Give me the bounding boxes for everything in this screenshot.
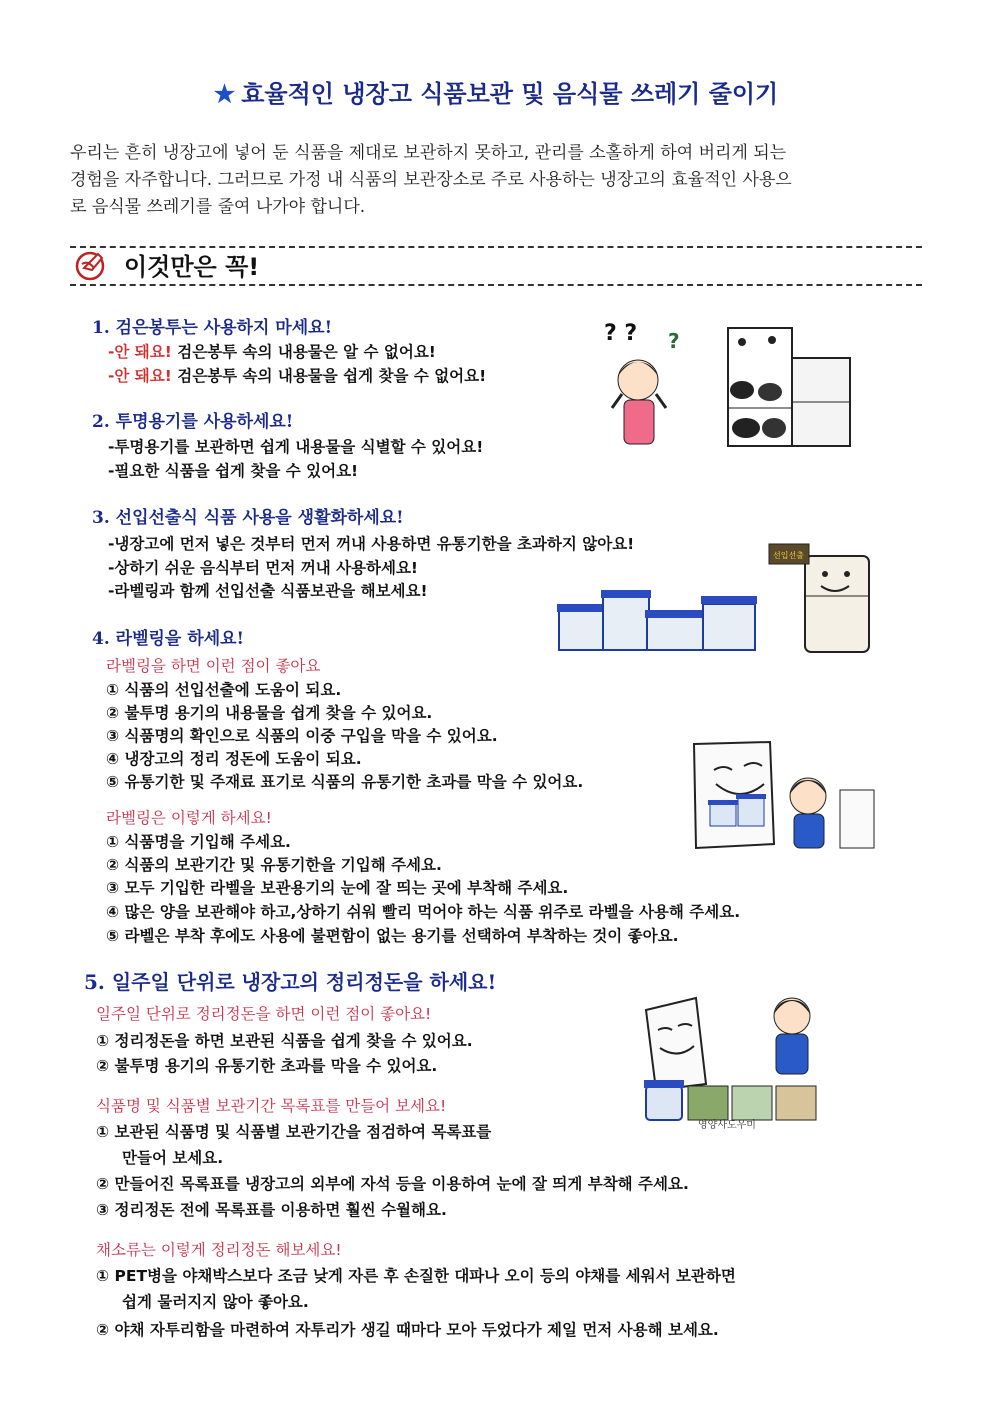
labeling-fridge-illustration <box>690 740 880 850</box>
section-2-heading: 2. 투명용기를 사용하세요! <box>92 412 294 432</box>
list-item: ③ 모두 기입한 라벨을 보관용기의 눈에 잘 띄는 곳에 부착해 주세요. <box>106 879 569 897</box>
illustration-caption: 영양사도우미 <box>698 1120 756 1130</box>
section-3-line: -냉장고에 먼저 넣은 것부터 먼저 꺼내 사용하면 유통기한을 초과하지 않아요! <box>108 535 635 553</box>
must-banner <box>70 246 259 282</box>
section-3-line: -라벨링과 함께 선입선출 식품보관을 해보세요! <box>108 582 428 600</box>
black-bag-fridge-illustration <box>596 318 856 453</box>
star-icon: ★ <box>213 79 236 108</box>
list-item: ② 불투명 용기의 유통기한 초과를 막을 수 있어요. <box>96 1057 438 1075</box>
section-5-subheading: 채소류는 이렇게 정리정돈 해보세요! <box>96 1241 342 1259</box>
list-item: ③ 정리정돈 전에 목록표를 이용하면 훨씬 수월해요. <box>96 1201 447 1219</box>
list-item: ③ 식품명의 확인으로 식품의 이중 구입을 막을 수 있어요. <box>106 727 498 745</box>
sign-label: 선입선출 <box>773 551 804 560</box>
list-item: 쉽게 물러지지 않아 좋아요. <box>122 1293 309 1311</box>
divider <box>70 284 922 286</box>
list-item: ① 식품명을 기입해 주세요. <box>106 833 291 851</box>
intro-paragraph <box>70 140 920 221</box>
section-5-subheading: 일주일 단위로 정리정돈을 하면 이런 점이 좋아요! <box>96 1005 432 1023</box>
section-5-heading: 5. 일주일 단위로 냉장고의 정리정돈을 하세요! <box>84 970 497 994</box>
section-1-line <box>108 340 436 362</box>
list-item: ② 만들어진 목록표를 냉장고의 외부에 자석 등을 이용하여 눈에 잘 띄게 부착해 주세요. <box>96 1175 689 1193</box>
warn-label: -안 돼요! <box>108 343 172 361</box>
list-item: ① 정리정돈을 하면 보관된 식품을 쉽게 찾을 수 있어요. <box>96 1032 473 1050</box>
list-item: ④ 많은 양을 보관해야 하고,상하기 쉬워 빨리 먹어야 하는 식품 위주로 라벨을 사용해 주세요. <box>106 903 741 921</box>
section-4-subheading: 라벨링을 하면 이런 점이 좋아요 <box>106 657 321 675</box>
page-title <box>0 74 992 109</box>
section-3-line: -상하기 쉬운 음식부터 먼저 꺼내 사용하세요! <box>108 559 418 577</box>
list-item: ① 보관된 식품명 및 식품별 보관기간을 점검하여 목록표를 <box>96 1123 492 1141</box>
section-1-heading: 1. 검은봉투는 사용하지 마세요! <box>92 318 333 338</box>
list-item: ④ 냉장고의 정리 정돈에 도움이 되요. <box>106 750 362 768</box>
list-item: ② 불투명 용기의 내용물을 쉽게 찾을 수 있어요. <box>106 704 433 722</box>
section-2-line: -필요한 식품을 쉽게 찾을 수 있어요! <box>108 462 359 480</box>
section-4-heading: 4. 라벨링을 하세요! <box>92 629 245 649</box>
containers-fridge-illustration <box>555 540 885 660</box>
list-item: ⑤ 유통기한 및 주재료 표기로 식품의 유통기한 초과를 막을 수 있어요. <box>106 773 584 791</box>
list-item: ② 야채 자투리함을 마련하여 자투리가 생길 때마다 모아 두었다가 제일 먼저 사용해 보세요. <box>96 1321 719 1339</box>
pointing-hand-icon <box>70 246 116 282</box>
organizing-illustration <box>636 990 846 1130</box>
must-label: 이것만은 꼭! <box>124 252 260 281</box>
line-text: 검은봉투 속의 내용물을 쉽게 찾을 수 없어요! <box>171 367 487 385</box>
section-4-subheading: 라벨링은 이렇게 하세요! <box>106 809 272 827</box>
intro-line: 로 음식물 쓰레기를 줄여 나가야 합니다. <box>70 197 366 217</box>
title-text: 효율적인 냉장고 식품보관 및 음식물 쓰레기 줄이기 <box>241 79 779 108</box>
section-1-line <box>108 364 486 386</box>
intro-line: 경험을 자주합니다. 그러므로 가정 내 식품의 보관장소로 주로 사용하는 냉장고의 효율적인 사용으 <box>70 170 792 190</box>
section-3-heading: 3. 선입선출식 식품 사용을 생활화하세요! <box>92 508 404 528</box>
list-item: ① 식품의 선입선출에 도움이 되요. <box>106 681 342 699</box>
section-5-subheading: 식품명 및 식품별 보관기간 목록표를 만들어 보세요! <box>96 1097 447 1115</box>
intro-line: 우리는 흔히 냉장고에 넣어 둔 식품을 제대로 보관하지 못하고, 관리를 소홀하게 하여 버리게 되는 <box>70 143 787 163</box>
list-item: ② 식품의 보관기간 및 유통기한을 기입해 주세요. <box>106 856 442 874</box>
svg-text:?: ? <box>668 329 680 353</box>
list-item: 만들어 보세요. <box>122 1149 224 1167</box>
warn-label: -안 돼요! <box>108 367 172 385</box>
section-2-line: -투명용기를 보관하면 쉽게 내용물을 식별할 수 있어요! <box>108 438 484 456</box>
line-text: 검은봉투 속의 내용물은 알 수 없어요! <box>171 343 436 361</box>
svg-text:? ?: ? ? <box>604 321 638 346</box>
list-item: ① PET병을 야채박스보다 조금 낮게 자른 후 손질한 대파나 오이 등의 야채를 세워서 보관하면 <box>96 1267 736 1285</box>
list-item: ⑤ 라벨은 부착 후에도 사용에 불편함이 없는 용기를 선택하여 부착하는 것이 좋아요. <box>106 927 679 945</box>
